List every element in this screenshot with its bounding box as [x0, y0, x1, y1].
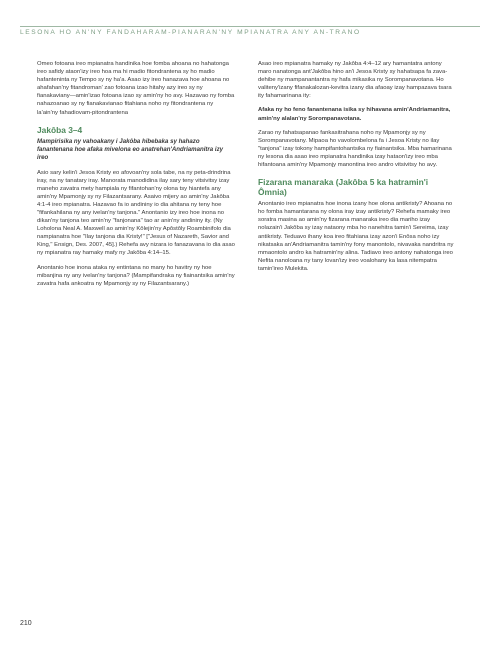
- running-header: LESONA HO AN'NY FANDAHARAM-PIANARAN'NY MPIANATRA ANY AN-TRANO: [20, 26, 480, 36]
- intro-paragraph: Omeo fotoana ireo mpianatra handinika hoe fomba ahoana no hahatonga ireo safidy ataon'izy ireo hoa ma hi madio fitondrantena sy ho madio hafanteninta ny Tempo sy ny ha'a. Asao izy ireo hanazava hoe ahoana no ahafahan'ny fitandroman' zao fotoana izao hitahy azy ireo sy ny fianakaviany—amin'izao fotoana izao sy amin'ny ho avy. Hazavao ny fomba nahazoanao sy ny fianakavianao fitahiana noho ny fitondrantena ny la'ain'ny fahadiovam-pitondrantena: [37, 61, 235, 116]
- left-column: [37, 60, 235, 294]
- question-paragraph: Anontanio hoe inona ataka ny entintana no many ho havitry ny hoe mibanjina ny any ivelan'ny tanjona? (Mampifandraka ny fiainantsika amin'ny zavatra hafa ankoatra ny Mpamonjy sy ny Filazantsarany.): [37, 264, 235, 287]
- next-unit-paragraph: Anontanio ireo mpianatra hoe inona izany hoe olona antikristy? Ahoana no ho fomba hamantarana ny olona iray izay antikristy? Rehefa mamaky ireo soratra masina ao amin'ny fizarana manaraka ireo dia mariho izay nolazain'i Jakôba sy izay nataony mba ho nanehitra tamin'i Sereima, izay antikristy. Teduavo ihany koa ireo fitahiana izay azon'i Enôsa noho izy nikatsaka an'Andriamanitra tamin'ny fony manontolo, nivavaka nandritra ny mmaontolo andro ka hatramin'ny alina. Tadiavo ireo antony nahatonga ireo Nefita nanoloana ny tany lovan'izy ireo voalohany ka lasa nitempatra tamin'ireo Mulekita.: [258, 201, 454, 272]
- right-column: [258, 60, 456, 279]
- testimony-paragraph: Zarao ny fahatsapanao fankasitrahana noho ny Mpamonjy sy ny Sorompanavotany. Mipaoa ho vavolombelona fa i Jesoa Kristy no ilay "tanjona" izay tokony hampifantohantsika ny fiainantsika. Mba hamarinana ny lesona dia asao ireo mpianatra handinika izay hataon'izy ireo mba hifantoana amin'ny Mpamonjy manontina ireo andro vitsivitsy ho avy.: [258, 129, 452, 169]
- section-heading-next-unit: Fizarana manaraka (Jakôba 5 ka hatramin'i Ômnia): [258, 177, 429, 198]
- section-heading-jakoba-3-4: Jakôba 3–4: [37, 124, 83, 135]
- key-doctrine-statement: Afaka ny ho feno fanantenana isika sy hihavana amin'Andriamanitra, amin'ny alalan'ny Sorompanavotana.: [258, 107, 451, 122]
- reading-paragraph: Asao ireo mpianatra hamaky ny Jakôba 4:4–12 ary hamantatra antony maro nanatonga ant'Jakôba hino an'i Jesoa Kristy sy hahatsapa fa zava-dehibe ny mampanantantra ny hafa mikasika ny Sorompanavotana. Ho valiteny'izany fifanakalozan-kevitra izany dia afaoay izay hampazava tsara ity fahamarinana ity:: [258, 61, 452, 100]
- section-subheading: Mampirisika ny vahoakany i Jakôba hibebaka sy hahazo fanantenana hoe afaka mivelona eo anatrehan'Andriamanitra izy ireo: [37, 137, 224, 162]
- page-number: 210: [20, 620, 32, 627]
- activity-paragraph: Asio sary kelin'i Jesoa Kristy eo afovoan'ny sola tabe, na ny peta-drindrina iray, na ny tanatary iray. Manorata manodidina ilay sary teny vitsivitsy izay maneho zavatra mety hampiala ny fifantohan'ny olona tsy hiantefa any amin'ny Mpamonjy sy ny Filazantsarany. Asaivo mijery ao amin'ny Jakôba 4:1-4 ireo mpianatra. Hazavao fa io andininy io dia ahitana ny teny hoe "fifankahilana ny any ivelan'ny tanjona." Anontanio izy ireo hoe inona no dikan'ny tanjona teo amin'ny "fanjonana" tao ar anin'ny andininy ity. (Ny Loholona Neal A. Maxwell ao amin'ny Kôlejin'ny Apôstôly Roambinifolo dia nampianatra hoe "Ilay tanjona dia Kristy!" ["Jesus of Nazareth, Savior and King," Ensign, Des. 2007, 45].) Rehefa avy nizara io fanazavana io dia asao ny mpianatra ray hamaky mafy ny Jakôba 4:14–15.: [37, 169, 235, 257]
